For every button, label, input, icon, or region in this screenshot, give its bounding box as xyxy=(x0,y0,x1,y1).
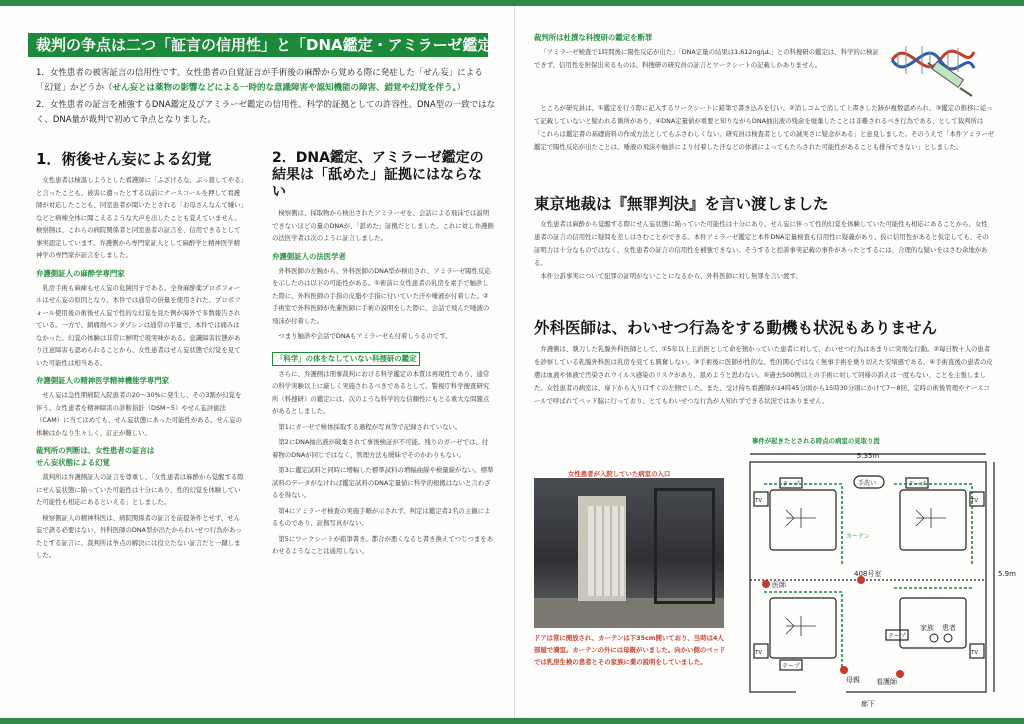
subheading: 弁護側証人の精神医学精神機能学専門家 xyxy=(36,376,170,385)
paragraph: 外科医師の左腕から、外科医師のDNA型が検出され、アミラーゼ陽性反応を示したのは以下の可能性がある。①術前に女性患者の乳房を素手で触診した際に、外科医師の手指の皮脂や手指に付いていた汗や唾液が付着した。②手術室で外科医師が先輩医師に手術の説明をした際に、会話で飛んだ唾液の飛沫が付着した。 xyxy=(272,266,491,325)
tv-label: TV xyxy=(755,498,763,504)
dna-syringe-illustration xyxy=(888,30,976,100)
subheading: せん妄状態による幻覚 xyxy=(36,458,110,467)
subheading: 弁護側証人の法医学者 xyxy=(272,251,346,261)
bottom-border xyxy=(0,718,1024,724)
motive-heading: 外科医師は、わいせつ行為をする動機も状況もありません xyxy=(534,319,938,337)
intro-item-1-text: 1．女性患者の被害証言の信用性です。女性患者の自覚証言が手術後の麻酔から覚める際に発症した「せん妄」による「幻覚」かどうか（ xyxy=(36,68,483,93)
subheading: 裁判所の判断は、女性患者の証言は xyxy=(36,446,155,455)
paragraph: 第4にアミラーゼ検査の実施手順が示されず、判定は鑑定者1名の主観によるものであり、証拠写真がない。 xyxy=(272,506,491,527)
patient-label: 患者 xyxy=(942,624,956,632)
doctor-label: 医師 xyxy=(772,581,786,589)
tape-label: テープ xyxy=(782,481,800,488)
paragraph: 裁判所は弁護側証人の証言を尊重し、「女性患者は麻酔から覚醒する際にせん妄状態に陥っていた可能性は十分にあり、性的幻覚を体験していた可能性も相応にあるといえる」としました。 xyxy=(36,473,244,506)
syringe-icon xyxy=(928,62,972,96)
column-2 xyxy=(272,150,494,561)
doctor-marker xyxy=(762,580,770,588)
section-2-heading: 2．DNA鑑定、アミラーゼ鑑定の結果は「舐めた」証拠にはならない xyxy=(272,150,484,200)
bed-bottom-left xyxy=(770,598,836,658)
intro-item-1-tail: ） xyxy=(456,83,466,93)
main-banner: 裁判の争点は二つ「証言の信用性」と「DNA鑑定・アミラーゼ鑑定」 xyxy=(28,33,488,57)
paragraph: 第2にDNA抽出液が破棄されて事後検証が不可能。残りのガーゼでは、付着物のDNAが同じではなく、管理方法も曖昧でそのかわりもない。 xyxy=(272,438,489,459)
paragraph: 検察側は、採取物から検出されたアミラーゼを、会話による飛沫では説明できないほどの量のDNAが、「舐めた」証拠だとしました。これに対し弁護側の法医学者は次のように証言しました。 xyxy=(272,209,494,242)
right-intro xyxy=(534,32,884,72)
verdict-heading: 東京地裁は『無罪判決』を言い渡しました xyxy=(534,195,829,213)
photo-description: ドアは常に開放され、カーテンは下35cm開いており、当時は4人部屋で満室。カーテンの外には母親がいました。向かい側のベッドでは乳房生検の患者とその家族に薬の説明をしていました。 xyxy=(534,634,726,666)
intro-item-1 xyxy=(36,66,496,96)
floorplan-diagram xyxy=(736,448,1016,712)
paragraph: 検察側証人の精神科医は、病院関係者の証言を前提条件とせず、せん妄で語る必要はない、外科医師のDNA型が出たからわいせつ行為があったとする証言に、裁判所は争点の解決には役立たない証言だと一蹴しました。 xyxy=(36,513,242,559)
hospital-room-photo xyxy=(534,478,724,628)
column-1 xyxy=(36,150,246,565)
bed-bottom-right xyxy=(900,598,966,648)
paragraph: 第1にガーゼで検体採取する過程が写真等で記録されていない。 xyxy=(278,422,462,431)
verdict-text xyxy=(534,218,994,283)
family-marker xyxy=(930,634,938,642)
paragraph: 本件公訴事実について犯罪の証明がないことになるから、外科医師に対し無罪を言い渡す。 xyxy=(540,272,802,280)
nurse-label: 看護師 xyxy=(876,678,897,686)
photo-doorframe xyxy=(654,488,715,604)
tape-label: テープ xyxy=(908,481,926,488)
room-number-label: 408号室 xyxy=(854,570,882,578)
paragraph: さらに、弁護側は刑事裁判における科学鑑定の本質は再現性であり、通常の科学実験以上に厳しく実施されるべきであるとして、警視庁科学捜査研究所（科捜研）の鑑定には、次のような科学的な信頼性にもとる重大な問題点があるとしました。 xyxy=(272,369,490,415)
width-label: 5.35m xyxy=(856,452,880,460)
paragraph: 女性患者は麻酔から覚醒する際にせん妄状態に陥っていた可能性は十分にあり、せん妄に伴って性的幻覚を体験していた可能性も相応にあることから、女性患者の証言の信用性に疑問を差しはさむことができる。本件アミラーゼ鑑定と本件DNA定量検査も信用性に疑義があり、仮に信用性があると仮定しても、その証明力は十分なものではなく、女性患者の証言の信用性を補強できない。そうすると控訴事実記載の事件があったとするには、合理的な疑いをはさむ余地がある。 xyxy=(534,220,989,267)
intro-item-2: 2．女性患者の証言を補強するDNA鑑定及びアミラーゼ鑑定の信用性、科学的証拠としての許容性。DNA型の一致ではなく、DNA量が裁判で初めて争点となりました。 xyxy=(36,100,496,125)
patient-marker xyxy=(944,634,952,642)
tape-label: テープ xyxy=(888,633,906,640)
tv-label: TV xyxy=(971,650,979,656)
family-label: 家族 xyxy=(920,624,934,632)
motive-text xyxy=(534,343,994,408)
right-court-finding xyxy=(534,102,994,154)
handwash-label: 手洗い xyxy=(858,480,877,487)
intro-item-1-highlight: せん妄とは薬物の影響などによる一時的な意識障害や認知機能の障害、錯覚や幻覚を伴う。 xyxy=(112,83,457,93)
paragraph: 第5にワークシートが鉛筆書き。都合が悪くなると書き換えてつじつまをあわせるようなことは通用しない。 xyxy=(272,534,494,555)
subheading: 裁判所は杜撰な科捜研の鑑定を断罪 xyxy=(534,33,653,42)
nurse-marker-2 xyxy=(896,670,904,678)
tv-label: TV xyxy=(971,498,979,504)
subheading: 弁護側証人の麻酔学専門家 xyxy=(36,268,125,278)
page-fold xyxy=(514,6,515,718)
height-label: 5.9m xyxy=(998,570,1016,578)
tape-label: テープ xyxy=(782,663,800,670)
paragraph: ところが研究員は、①鑑定を行う際に記入するワークシートに鉛筆で書き込みを行い、②消しゴムで消して上書きした跡が複数認められ、③鑑定の推移に従って記載していないと疑われる箇所があり、④DNA定量値が重要と知りながらDNA抽出液の残余を廃棄したことは非難されるべき行為である、として裁判所は「これらは鑑定書の基礎資料の作成方法としてもふさわしくない。研究員は検査者としての誠実さに疑念がある」と意見しました。そのうえで「本件アミラーゼ鑑定で陽性反応が出たことは、唾液の飛沫や触診により付着した汗などの体液によってもたらされた可能性があることも排斥できない」としました。 xyxy=(534,104,994,151)
paragraph: 弁護側は、執刀した乳腺外科医師として、①5年以上主治医として命を預かっていた患者に対して、わいせつ行為はあまりに突飛な行動。②毎日数十人の患者を診察している乳腺外科医は乳房を見ても興奮しない。③手術後に医師が性的な、性的関心ではなく無事手術を乗り切えた安堵感である。④手術直後の患者の皮膚は血液や体液で汚染されウイルス感染のリスクがあり、舐めようと思わない。⑤過去500例以上の手術に対して同様の訴えは一度もない、ことを主張しました。女性患者の病室は、扉下から入り口すぐの左側でした。また、受け持ち看護師が14時45分頃から15時30分頃にかけて7〜8回、定時の術後管理やナースコールで呼ばれてベッド脇に行っており、とてもわいせつな行為が人知れずできる状況ではありません。 xyxy=(534,345,993,405)
photo-caption: 女性患者が入院していた病室の入口 xyxy=(568,470,671,478)
mother-marker xyxy=(840,666,848,674)
paragraph: 乳房手術も麻痺もせん妄の危険因子である。全身麻酔薬プロポフォールはせん妄の原因となり、本件では通常の倍量を使用された。プロポフォール使用後の術後せん妄で性的な幻覚を見た例が海外で多数報告されている。一方で、鎮痛剤ペンタゾシンは通常の半量で、本件では痛みはなかった。幻覚の体験は非常に鮮明で現実味がある。意識障害状態があり注意障害も認められることから、女性患者はせん妄状態で幻覚を見ていた可能性は相当ある。 xyxy=(36,283,241,367)
paragraph: 女性患者は検温しようとした看護師に「ふざけるな、ぶっ殺してやる」と言ったことも、被害に遭ったとする以前にナースコールを押して看護師が対応したことも、同室患者が聞いたとされる「お母さんなんて嫌い」などと病棟全体に聞こえるような大声を出したことも覚えていません。検察側は、これらの病院関係者と同室患者の証言を、信用できるとして事実認定しています。弁護側から専門家証人として麻酔学と精神医学精神学の専門家が証言をしました。 xyxy=(36,176,244,259)
corridor-label: 廊下 xyxy=(861,700,875,708)
paragraph: 第3に鑑定試料と同時に増幅した標準試料の増幅曲線や検量線がない。標準試料のデータがなければ鑑定試料のDNA定量値に科学的根拠はないと言わざるを得ない。 xyxy=(272,466,494,499)
bed-top-right xyxy=(900,490,966,550)
paragraph: つまり触診や会話でDNAもアミラーゼも付着しうるのです。 xyxy=(278,332,452,340)
paragraph: 「アミラーゼ検査で1時間後に陽性反応が出た」「DNA定量の結果は1,612ng/μL」との科捜研の鑑定は、科学的に検証できず、信用性を担保出来るものは、科捜研の研究員の証言とワークシートの記載しかありません。 xyxy=(534,48,879,69)
mother-label: 母親 xyxy=(846,676,860,684)
bed-top-left xyxy=(770,490,836,550)
tv-label: TV xyxy=(755,650,763,656)
subheading: 「科学」の体をなしていない科捜研の鑑定 xyxy=(272,352,420,366)
curtain-label: カーテン xyxy=(846,533,870,540)
section-1-heading: 1．術後せん妄による幻覚 xyxy=(36,150,212,168)
photo-curtain xyxy=(588,506,624,596)
intro-list xyxy=(36,66,496,130)
floorplan-title: 事件が起きたとされる時点の病室の見取り図 xyxy=(752,437,880,445)
top-border xyxy=(0,0,1024,6)
paragraph: せん妄は急性期病院入院患者の20～30%に発生し、その3割が幻覚を伴う。女性患者を精神障害の診断指針（DSM−5）やせん妄評価法（CAM）に当てはめても、せん妄状態にあった可能性がある。せん妄の体験はかなり生々しく、訂正が難しい。 xyxy=(36,391,243,437)
